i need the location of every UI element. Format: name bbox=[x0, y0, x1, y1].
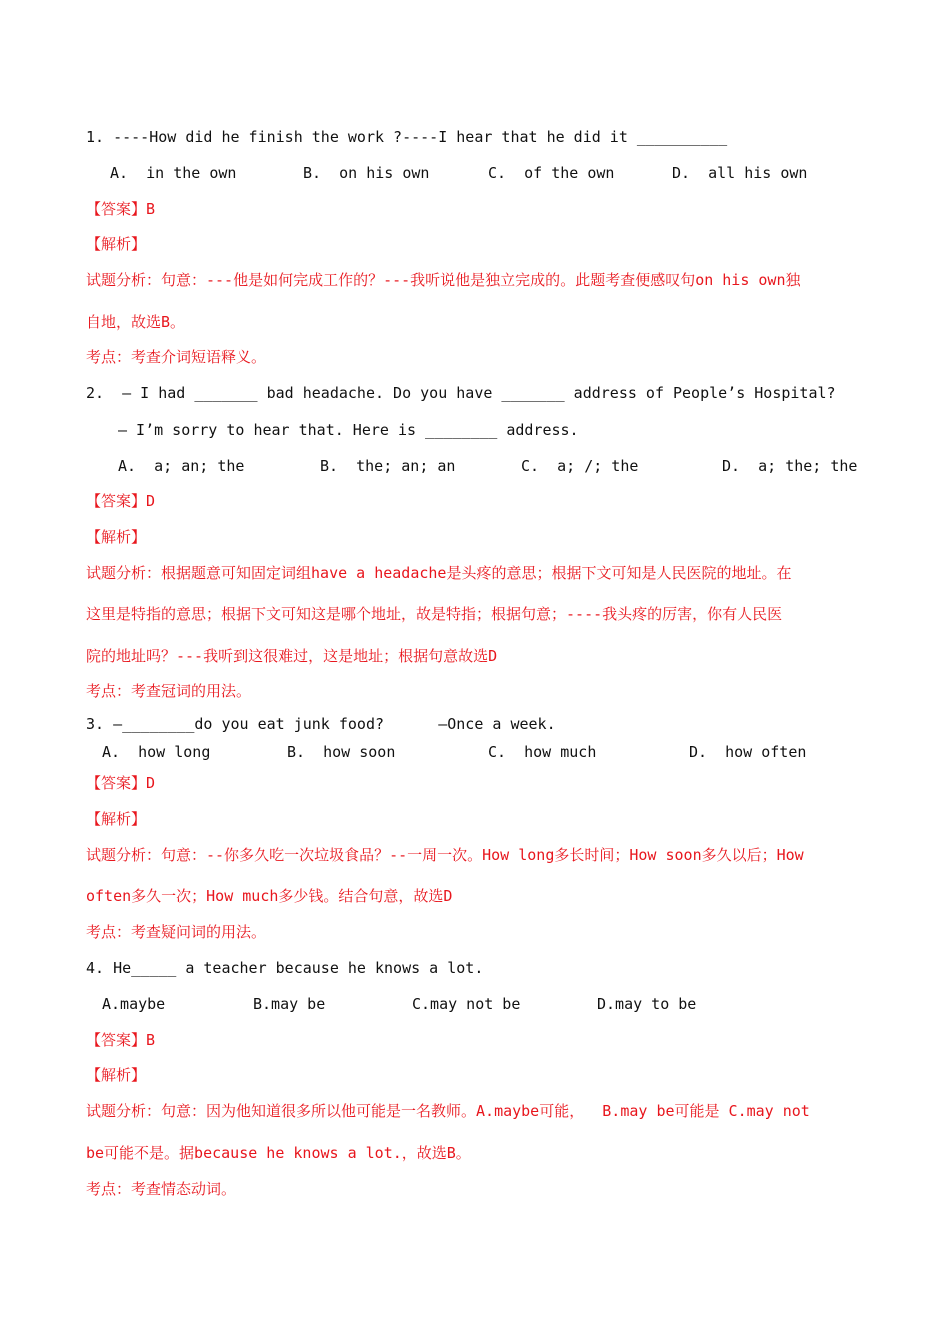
question-4-analysis-line-1: 试题分析：句意：因为他知道很多所以他可能是一名教师。A.maybe可能， B.may be可能是 C.may not bbox=[86, 1102, 810, 1120]
question-2-option-b: B. the; an; an bbox=[320, 457, 456, 475]
question-2-analysis-line-2: 这里是特指的意思；根据下文可知这是哪个地址，故是特指；根据句意；----我头疼的厉害，你有人民医 bbox=[86, 605, 783, 623]
question-4-option-a: A.maybe bbox=[102, 995, 166, 1013]
question-1-stem: 1. ----How did he finish the work ?----I hear that he did it __________ bbox=[86, 128, 728, 146]
question-4-option-b: B.may be bbox=[253, 995, 326, 1013]
question-1-option-a: A. in the own bbox=[110, 164, 237, 182]
question-1-option-c: C. of the own bbox=[488, 164, 615, 182]
question-1-answer: 【答案】B bbox=[86, 200, 156, 218]
question-3-option-b: B. how soon bbox=[287, 743, 396, 761]
question-4-point: 考点：考查情态动词。 bbox=[86, 1180, 237, 1198]
question-2-analysis-line-1: 试题分析：根据题意可知固定词组have a headache是头疼的意思；根据下文可知是人民医院的地址。在 bbox=[86, 564, 792, 582]
question-2-stem-line-1: 2. — I had _______ bad headache. Do you have _______ address of People’s Hospital? bbox=[86, 384, 836, 402]
question-2-point: 考点：考查冠词的用法。 bbox=[86, 682, 252, 700]
question-3-answer: 【答案】D bbox=[86, 774, 156, 792]
question-2-option-c: C. a; /; the bbox=[521, 457, 639, 475]
question-4-option-c: C.may not be bbox=[412, 995, 521, 1013]
question-3-option-a: A. how long bbox=[102, 743, 211, 761]
question-1-option-d: D. all his own bbox=[672, 164, 808, 182]
question-1-analysis-line-2: 自地，故选B。 bbox=[86, 313, 186, 331]
question-4-answer: 【答案】B bbox=[86, 1031, 156, 1049]
question-2-analysis-label: 【解析】 bbox=[86, 528, 147, 546]
question-3-option-c: C. how much bbox=[488, 743, 597, 761]
question-1-analysis-line-1: 试题分析：句意：---他是如何完成工作的？---我听说他是独立完成的。此题考查便感叹句on his own独 bbox=[86, 271, 801, 289]
question-1-option-b: B. on his own bbox=[303, 164, 430, 182]
question-4-analysis-label: 【解析】 bbox=[86, 1066, 147, 1084]
question-2-stem-line-2: — I’m sorry to hear that. Here is ________ address. bbox=[118, 421, 579, 439]
question-3-analysis-line-2: often多久一次；How much多少钱。结合句意，故选D bbox=[86, 887, 453, 905]
question-1-point: 考点：考查介词短语释义。 bbox=[86, 348, 267, 366]
question-3-option-d: D. how often bbox=[689, 743, 807, 761]
question-4-option-d: D.may to be bbox=[597, 995, 697, 1013]
question-3-analysis-label: 【解析】 bbox=[86, 810, 147, 828]
question-2-answer: 【答案】D bbox=[86, 492, 156, 510]
question-2-analysis-line-3: 院的地址吗？---我听到这很难过，这是地址；根据句意故选D bbox=[86, 647, 498, 665]
question-4-analysis-line-2: be可能不是。据because he knows a lot.，故选B。 bbox=[86, 1144, 471, 1162]
question-1-analysis-label: 【解析】 bbox=[86, 235, 147, 253]
question-3-point: 考点：考查疑问词的用法。 bbox=[86, 923, 267, 941]
question-3-stem: 3. —________do you eat junk food? —Once a week. bbox=[86, 715, 556, 733]
question-2-option-d: D. a; the; the bbox=[722, 457, 858, 475]
question-2-option-a: A. a; an; the bbox=[118, 457, 245, 475]
question-4-stem: 4. He_____ a teacher because he knows a lot. bbox=[86, 959, 484, 977]
question-3-analysis-line-1: 试题分析：句意：--你多久吃一次垃圾食品？--一周一次。How long多长时间；How soon多久以后；How bbox=[86, 846, 804, 864]
